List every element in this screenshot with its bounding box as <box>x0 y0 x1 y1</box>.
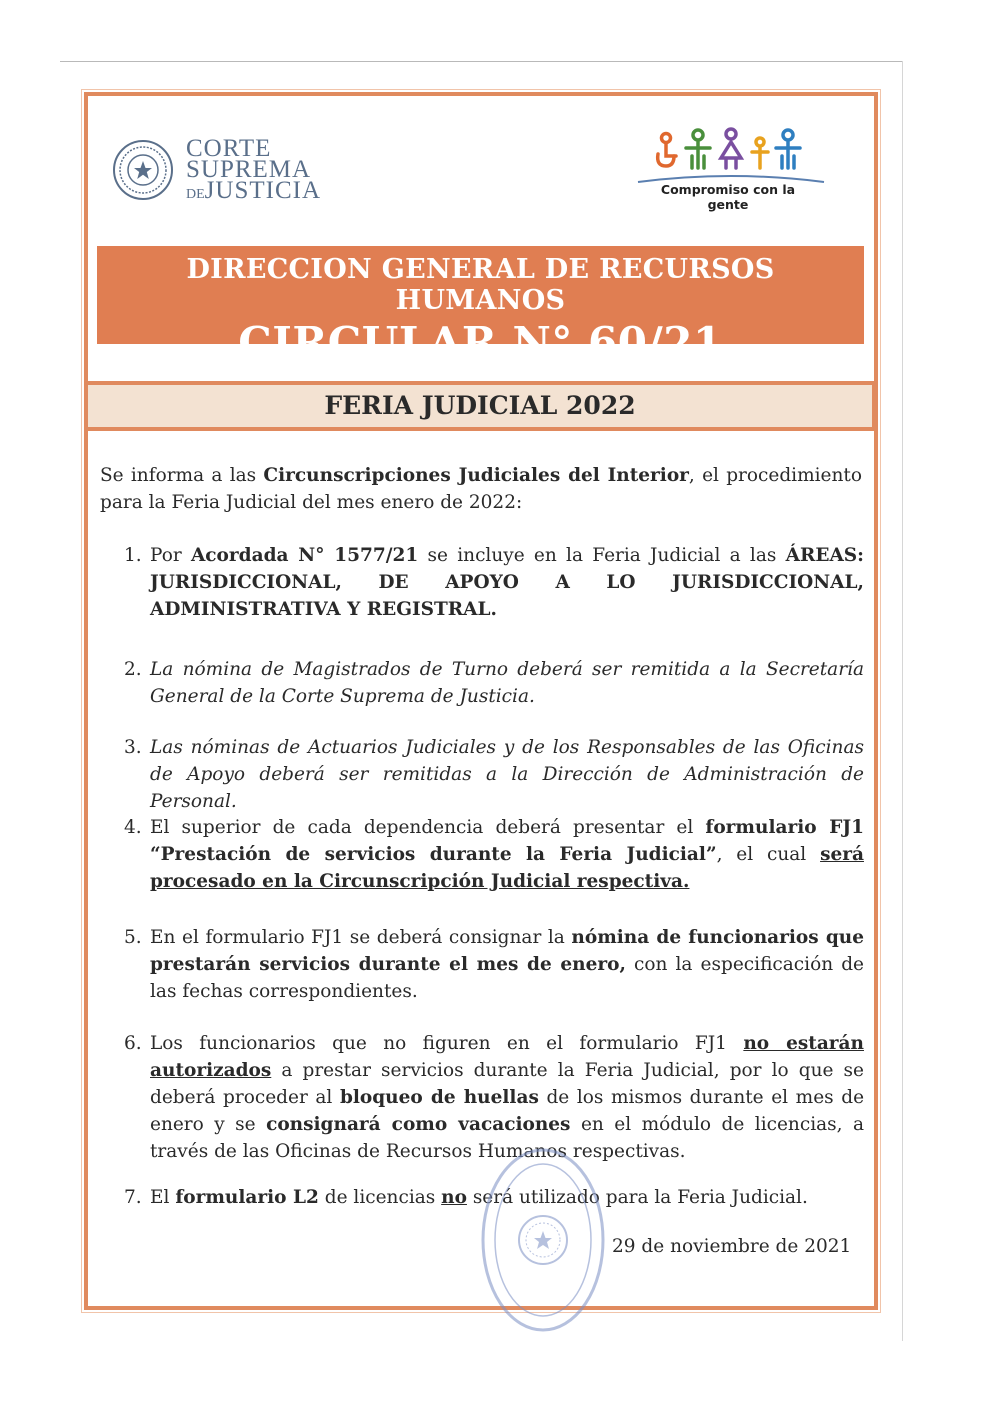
list-item-3 <box>100 734 864 815</box>
item-number: 2. <box>124 659 142 680</box>
wordmark-line1: CORTE <box>186 135 272 162</box>
wordmark-de: DE <box>186 187 205 202</box>
subtitle-banner: FERIA JUDICIAL 2022 <box>84 381 876 431</box>
item-bold: formulario L2 <box>175 1187 319 1208</box>
document-date: 29 de noviembre de 2021 <box>612 1236 852 1257</box>
item-text: , el cual <box>716 844 821 865</box>
title-banner <box>97 246 864 367</box>
item-text: de los mismos durante el mes de enero y se <box>150 1087 865 1135</box>
list-item-1 <box>100 542 864 623</box>
list-item-2 <box>100 656 864 710</box>
item-bold: ÁREAS: JURISDICCIONAL, DE APOYO A LO JURISDICCIONAL, ADMINISTRATIVA Y REGISTRAL. <box>150 545 864 620</box>
list-item-5 <box>100 924 864 1005</box>
page-top-rule <box>60 61 902 62</box>
item-text: se incluye en la Feria Judicial a las <box>418 545 786 566</box>
item-text: El superior de cada dependencia deberá presentar el <box>150 817 706 838</box>
intro-text-2: , el procedimiento para la Feria Judicial del mes enero de 2022: <box>100 465 862 513</box>
wordmark-line2: SUPREMA <box>186 156 312 183</box>
item-text: Por <box>150 545 191 566</box>
item-bold: nómina de funcionarios que prestarán servicios durante el mes de enero, <box>150 927 864 975</box>
department-title: DIRECCION GENERAL DE RECURSOS HUMANOS <box>186 254 775 316</box>
item-number: 4. <box>124 817 142 838</box>
item-bold: consignará como vacaciones <box>266 1114 571 1135</box>
item-text: en el módulo de licencias, a través de las Oficinas de Recursos Humanos respectivas. <box>150 1114 865 1162</box>
list-item-4 <box>100 814 864 895</box>
wordmark-line3 <box>186 177 322 205</box>
official-stamp-icon <box>468 1140 618 1340</box>
item-number: 5. <box>124 927 142 948</box>
page-right-edge <box>902 61 903 1341</box>
item-number: 7. <box>124 1187 142 1208</box>
item-number: 6. <box>124 1033 142 1054</box>
people-group-icon <box>636 126 826 186</box>
item-number: 1. <box>124 545 142 566</box>
item-bold-underlined: no <box>441 1187 467 1208</box>
item-text: de licencias <box>318 1187 442 1208</box>
circular-number: CIRCULAR N° 60/21 <box>238 318 723 367</box>
item-text: con la especificación de las fechas correspondientes. <box>150 954 865 1002</box>
item-bold-underlined: será procesado en la Circunscripción Judicial respectiva. <box>150 844 864 892</box>
logo-tagline: Compromiso con la gente <box>660 182 796 212</box>
item-text: a prestar servicios durante la Feria Judicial, por lo que se deberá proceder al <box>150 1060 864 1108</box>
national-seal-icon <box>112 139 174 201</box>
item-bold: bloqueo de huellas <box>339 1087 539 1108</box>
item-text: El <box>150 1187 176 1208</box>
item-text: La nómina de Magistrados de Turno deberá ser remitida a la Secretaría General de la Corte Suprema de Justicia. <box>150 659 864 707</box>
item-text: será utilizado para la Feria Judicial. <box>466 1187 808 1208</box>
csj-wordmark <box>186 135 322 205</box>
item-bold-underlined: no estarán autorizados <box>150 1033 864 1081</box>
item-bold: formulario FJ1 “Prestación de servicios durante la Feria Judicial” <box>150 817 864 865</box>
intro-bold: Circunscripciones Judiciales del Interior <box>263 465 689 486</box>
wordmark-justicia: JUSTICIA <box>204 177 322 204</box>
intro-text-1: Se informa a las <box>100 465 264 486</box>
item-number: 3. <box>124 737 142 758</box>
item-text: Las nóminas de Actuarios Judiciales y de los Responsables de las Oficinas de Apoyo deberá ser remitidas a la Dirección de Administración de Personal. <box>150 737 864 812</box>
item-bold: Acordada N° 1577/21 <box>190 545 419 566</box>
item-text: En el formulario FJ1 se deberá consignar la <box>150 927 572 948</box>
item-text: Los funcionarios que no figuren en el formulario FJ1 <box>150 1033 744 1054</box>
intro-paragraph <box>100 462 862 516</box>
